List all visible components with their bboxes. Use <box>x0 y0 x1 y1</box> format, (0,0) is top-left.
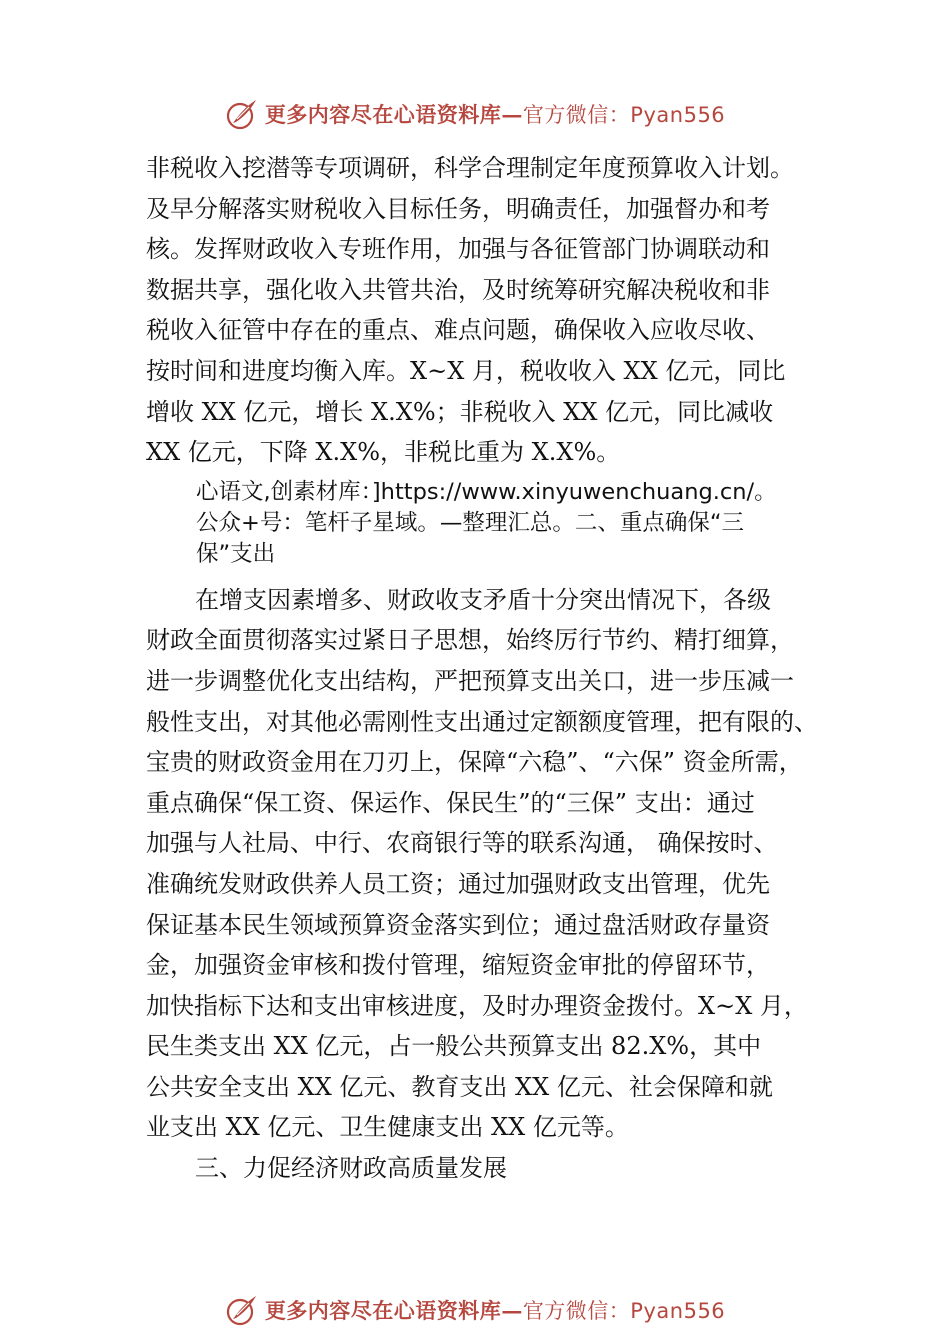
watermark-banner-top <box>0 94 950 134</box>
text-line: 增收 XX 亿元，增长 X.X%；非税收入 XX 亿元，同比减收 <box>146 397 774 426</box>
quill-logo-icon <box>225 1293 259 1327</box>
inserted-note <box>146 477 836 570</box>
text-line: 核。发挥财政收入专班作用，加强与各征管部门协调联动和 <box>146 235 770 264</box>
text-line: 税收入征管中存在的重点、难点问题，确保收入应收尽收、 <box>146 316 770 345</box>
text-line: 民生类支出 XX 亿元，占一般公共预算支出 82.X%，其中 <box>146 1032 762 1061</box>
text-line: 进一步调整优化支出结构，严把预算支出关口，进一步压减一 <box>146 666 794 695</box>
text-line: 非税收入挖潜等专项调研，科学合理制定年度预算收入计划。 <box>146 154 794 182</box>
text-line: 在增支因素增多、财政收支矛盾十分突出情况下，各级 <box>195 585 771 614</box>
watermark-text: 更多内容尽在心语资料库—官方微信：Pyan556 <box>264 102 726 127</box>
text-line: 数据共享，强化收入共管共治，及时统筹研究解决税收和非 <box>146 275 770 304</box>
paragraph-expenditure <box>146 580 836 1148</box>
document-body <box>146 148 836 1189</box>
section-heading: 三、力促经济财政高质量发展 <box>195 1154 507 1183</box>
note-line: 保”支出 <box>196 540 276 567</box>
text-line: 财政全面贯彻落实过紧日子思想，始终厉行节约、精打细算， <box>146 626 794 655</box>
text-line: 宝贵的财政资金用在刀刃上，保障“六稳”、“六保” 资金所需， <box>146 748 803 777</box>
note-line: 公众+号：笔杆子星域。—整理汇总。二、重点确保“三 <box>196 509 745 536</box>
text-line: 保证基本民生领域预算资金落实到位；通过盘活财政存量资 <box>146 910 770 939</box>
watermark-banner-bottom <box>0 1290 950 1330</box>
text-line: 般性支出，对其他必需刚性支出通过定额额度管理，把有限的、 <box>146 707 818 736</box>
text-line: 加强与人社局、中行、农商银行等的联系沟通， 确保按时、 <box>146 829 778 858</box>
text-line: 公共安全支出 XX 亿元、教育支出 XX 亿元、社会保障和就 <box>146 1072 773 1101</box>
text-line: 加快指标下达和支出审核进度，及时办理资金拨付。X~X 月， <box>146 991 808 1020</box>
text-line: XX 亿元，下降 X.X%，非税比重为 X.X%。 <box>146 438 621 467</box>
text-line: 按时间和进度均衡入库。X~X 月，税收收入 XX 亿元，同比 <box>146 356 786 385</box>
quill-logo-icon <box>225 97 259 131</box>
paragraph-revenue <box>146 148 836 473</box>
text-line: 金，加强资金审核和拨付管理，缩短资金审批的停留环节， <box>146 951 770 980</box>
text-line: 准确统发财政供养人员工资；通过加强财政支出管理，优先 <box>146 869 770 898</box>
text-line: 重点确保“保工资、保运作、保民生”的“三保” 支出：通过 <box>146 788 755 817</box>
note-line: 心语文,创素材库：]https://www.xinyuwenchuang.cn/。 <box>196 478 777 505</box>
watermark-text: 更多内容尽在心语资料库—官方微信：Pyan556 <box>264 1298 726 1323</box>
text-line: 业支出 XX 亿元、卫生健康支出 XX 亿元等。 <box>146 1113 629 1142</box>
text-line: 及早分解落实财税收入目标任务，明确责任，加强督办和考 <box>146 194 770 223</box>
